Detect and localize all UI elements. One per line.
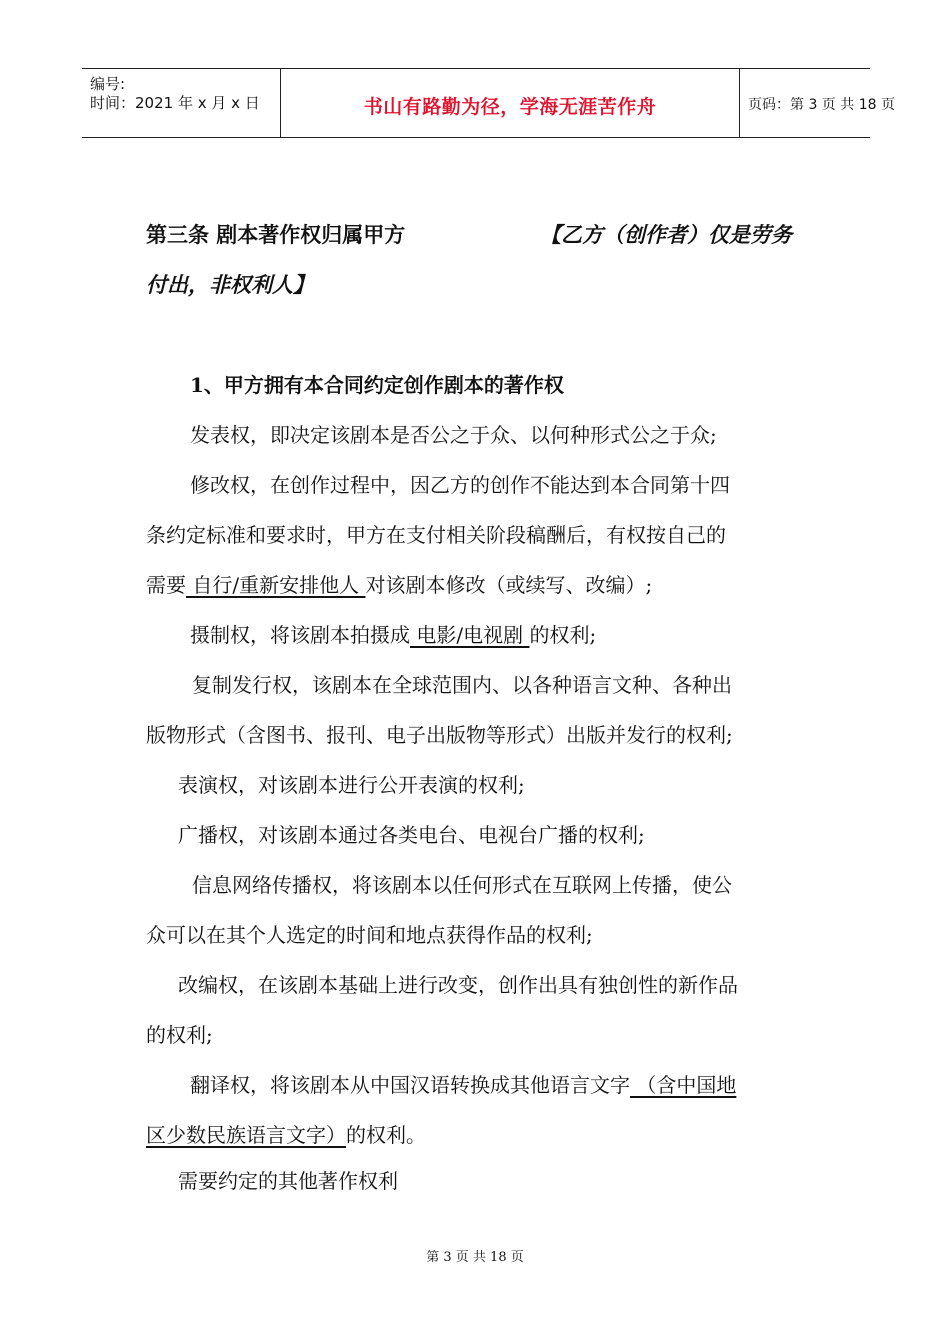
text: 摄制权，将该剧本拍摄成 (190, 623, 410, 647)
article-note-part2: 付出，非权利人】 (146, 272, 314, 297)
clause-line: 需要约定的其他著作权利 (178, 1169, 398, 1193)
header-meta-cell (82, 69, 280, 137)
text: 翻译权，将该剧本从中国汉语转换成其他语言文字 (190, 1073, 630, 1097)
clause-line: 版物形式（含图书、报刊、电子出版物等形式）出版并发行的权利; (146, 723, 733, 747)
clause-line: 信息网络传播权，将该剧本以任何形式在互联网上传播，使公 (192, 873, 732, 897)
clause-line: 广播权，对该剧本通过各类电台、电视台广播的权利; (178, 823, 645, 847)
clause-line: 表演权，对该剧本进行公开表演的权利; (178, 773, 525, 797)
page-footer: 第 3 页 共 18 页 (426, 1250, 524, 1265)
clause-line: 众可以在其个人选定的时间和地点获得作品的权利; (146, 923, 593, 947)
article-title: 第三条 剧本著作权归属甲方 (146, 222, 406, 247)
clause-line: 修改权，在创作过程中，因乙方的创作不能达到本合同第十四 (190, 473, 730, 497)
clause-line: 发表权，即决定该剧本是否公之于众、以何种形式公之于众; (190, 423, 717, 447)
clause-line: 的权利; (146, 1023, 213, 1047)
clause-line-with-blank (146, 1122, 426, 1148)
filled-blank: （含中国地 (630, 1073, 737, 1097)
time-label: 时间：2021 年 x 月 x 日 (90, 94, 260, 112)
header-motto-cell (280, 69, 740, 137)
clause-line-with-blank (146, 572, 652, 598)
filled-blank: 自行/重新安排他人 (186, 573, 366, 597)
page-info: 页码：第 3 页 共 18 页 (748, 97, 895, 113)
text: 需要 (146, 573, 186, 597)
text: 的权利。 (346, 1123, 426, 1147)
number-label: 编号: (90, 75, 126, 93)
filled-blank: 区少数民族语言文字） (146, 1123, 346, 1147)
clause-line-with-blank (190, 1072, 736, 1098)
clause-line: 改编权，在该剧本基础上进行改变，创作出具有独创性的新作品 (178, 973, 738, 997)
clause-line: 复制发行权，该剧本在全球范围内、以各种语言文种、各种出 (192, 673, 732, 697)
clause-line: 条约定标准和要求时，甲方在支付相关阶段稿酬后，有权按自己的 (146, 523, 726, 547)
clause-heading: 1、甲方拥有本合同约定创作剧本的著作权 (190, 373, 564, 397)
filled-blank: 电影/电视剧 (410, 623, 530, 647)
clause-line-with-blank (190, 622, 596, 648)
document-header (82, 68, 895, 138)
article-note-part1: 【乙方（创作者）仅是劳务 (540, 222, 792, 247)
text: 的权利; (529, 623, 597, 647)
header-page-cell (738, 69, 895, 137)
text: 对该剧本修改（或续写、改编）; (365, 573, 653, 597)
motto: 书山有路勤为径，学海无涯苦作舟 (363, 96, 657, 118)
